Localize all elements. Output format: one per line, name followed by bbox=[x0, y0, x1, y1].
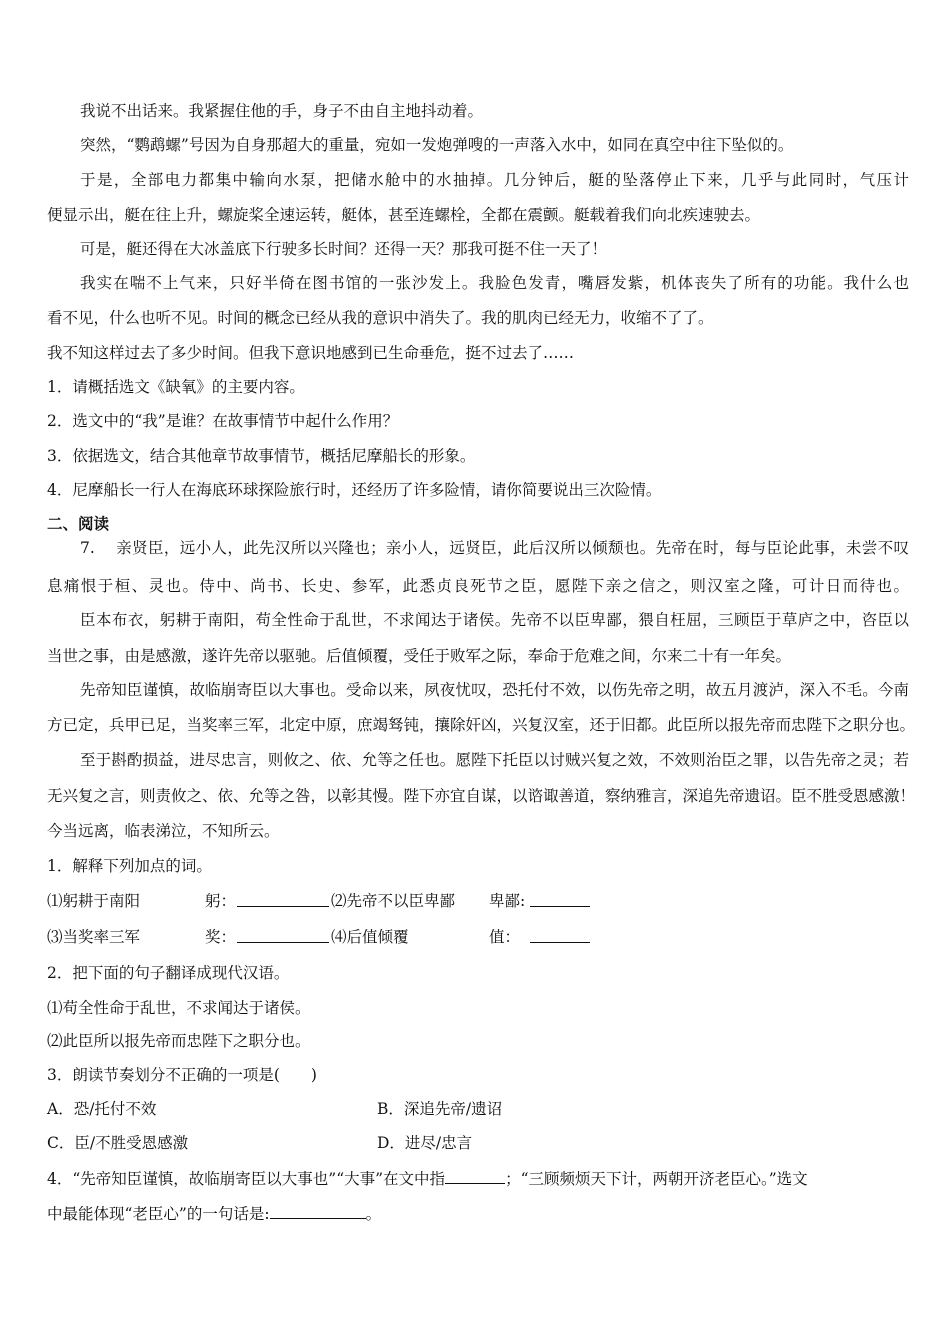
answer-blank[interactable] bbox=[237, 926, 329, 943]
answer-blank[interactable] bbox=[237, 890, 329, 907]
passage2-paragraph: 先帝知臣谨慎，故临崩寄臣以大事也。受命以来，夙夜忧叹，恐托付不效，以伤先帝之明，故五月渡泸，深入不毛。今南 bbox=[80, 681, 909, 699]
vocab-sentence: ⑵先帝不以臣卑鄙 bbox=[331, 892, 456, 910]
passage2-paragraph: 臣本布衣，躬耕于南阳，苟全性命于乱世，不求闻达于诸侯。先帝不以臣卑鄙，猥自枉屈，三顾臣于草庐之中，咨臣以 bbox=[80, 611, 909, 629]
answer-blank[interactable] bbox=[530, 926, 590, 943]
fill-question-line bbox=[47, 1167, 909, 1190]
question-3: 3．依据选文，结合其他章节故事情节，概括尼摩船长的形象。 bbox=[47, 447, 476, 465]
vocab-sentence: ⑴躬耕于南阳 bbox=[47, 892, 141, 910]
passage1-paragraph: 看不见，什么也听不见。时间的概念已经从我的意识中消失了。我的肌肉已经无力，收缩不了了。 bbox=[47, 309, 714, 327]
option-c[interactable]: C．臣/不胜受恩感激 bbox=[47, 1134, 189, 1152]
passage1-paragraph: 便显示出，艇在往上升，螺旋桨全速运转，艇体，甚至连螺栓，全都在震颤。艇载着我们向北疾速驶去。 bbox=[47, 206, 761, 224]
vocab-question-title: 1．解释下列加点的词。 bbox=[47, 857, 212, 875]
answer-blank[interactable] bbox=[270, 1202, 366, 1219]
fill-question-line bbox=[47, 1202, 909, 1225]
vocab-word: 卑鄙: bbox=[489, 892, 526, 910]
passage2-paragraph: 至于斟酌损益，进尽忠言，则攸之、依、允等之任也。愿陛下托臣以讨贼兴复之效，不效则治臣之罪，以告先帝之灵；若 bbox=[80, 751, 909, 769]
rhythm-question-title: 3．朗读节奏划分不正确的一项是( ) bbox=[47, 1066, 317, 1084]
option-b[interactable]: B．深追先帝/遗诏 bbox=[377, 1100, 503, 1118]
passage1-paragraph: 我不知这样过去了多少时间。但我下意识地感到已生命垂危，挺不过去了…… bbox=[47, 344, 575, 362]
vocab-word: 躬： bbox=[205, 892, 237, 910]
vocab-sentence: ⑷后值倾覆 bbox=[331, 928, 409, 946]
translate-item: ⑴苟全性命于乱世，不求闻达于诸侯。 bbox=[47, 999, 311, 1017]
passage1-paragraph: 于是，全部电力都集中输向水泵，把储水舱中的水抽掉。几分钟后，艇的坠落停止下来，几乎与此同时，气压计 bbox=[80, 171, 909, 189]
passage2-paragraph: 7. 亲贤臣，远小人，此先汉所以兴隆也；亲小人，远贤臣，此后汉所以倾颓也。先帝在时，每与臣论此事，未尝不叹 bbox=[80, 539, 909, 557]
passage2-paragraph: 方已定，兵甲已足，当奖率三军，北定中原，庶竭驽钝，攘除奸凶，兴复汉室，还于旧都。此臣所以报先帝而忠陛下之职分也。 bbox=[47, 716, 916, 734]
fill-question-text: 4．“先帝知臣谨慎，故临崩寄臣以大事也”“大事”在文中指 bbox=[47, 1170, 446, 1188]
answer-blank[interactable] bbox=[445, 1167, 505, 1184]
question-2: 2．选文中的“我”是谁？在故事情节中起什么作用？ bbox=[47, 412, 399, 430]
fill-question-text: 。 bbox=[365, 1205, 382, 1223]
vocab-word: 值： bbox=[489, 928, 521, 946]
question-4: 4．尼摩船长一行人在海底环球探险旅行时，还经历了许多险情，请你简要说出三次险情。 bbox=[47, 481, 662, 499]
question-1: 1．请概括选文《缺氧》的主要内容。 bbox=[47, 378, 305, 396]
fill-question-text: 中最能体现“老臣心”的一句话是: bbox=[47, 1205, 270, 1223]
option-a[interactable]: A．恐/托付不效 bbox=[47, 1100, 157, 1118]
option-d[interactable]: D．进尽/忠言 bbox=[377, 1134, 473, 1152]
vocab-sentence: ⑶当奖率三军 bbox=[47, 928, 141, 946]
translate-item: ⑵此臣所以报先帝而忠陛下之职分也。 bbox=[47, 1032, 311, 1050]
vocab-word: 奖： bbox=[205, 928, 237, 946]
passage2-paragraph: 当世之事，由是感激，遂许先帝以驱驰。后值倾覆，受任于败军之际，奉命于危难之间，尔来二十有一年矣。 bbox=[47, 647, 792, 665]
passage1-paragraph: 可是，艇还得在大冰盖底下行驶多长时间？还得一天？那我可挺不住一天了！ bbox=[80, 240, 608, 258]
section-title: 二、阅读 bbox=[47, 515, 110, 533]
passage2-paragraph: 今当远离，临表涕泣，不知所云。 bbox=[47, 822, 280, 840]
passage1-paragraph: 突然，“鹦鹉螺”号因为自身那超大的重量，宛如一发炮弹嗖的一声落入水中，如同在真空中往下坠似的。 bbox=[80, 136, 794, 154]
passage2-paragraph: 息痛恨于桓、灵也。侍中、尚书、长史、参军，此悉贞良死节之臣，愿陛下亲之信之，则汉室之隆，可计日而待也。 bbox=[47, 577, 909, 595]
passage1-paragraph: 我实在喘不上气来，只好半倚在图书馆的一张沙发上。我脸色发青，嘴唇发紫，机体丧失了所有的功能。我什么也 bbox=[80, 274, 909, 292]
passage1-paragraph: 我说不出话来。我紧握住他的手，身子不由自主地抖动着。 bbox=[80, 102, 484, 120]
answer-blank[interactable] bbox=[530, 890, 590, 907]
fill-question-text: ；“三顾频烦天下计，两朝开济老臣心。”选文 bbox=[505, 1170, 808, 1188]
passage2-paragraph: 无兴复之言，则责攸之、依、允等之咎，以彰其慢。陛下亦宜自谋，以谘诹善道，察纳雅言，深追先帝遗诏。臣不胜受恩感激！ bbox=[47, 787, 916, 805]
translate-question-title: 2．把下面的句子翻译成现代汉语。 bbox=[47, 964, 290, 982]
